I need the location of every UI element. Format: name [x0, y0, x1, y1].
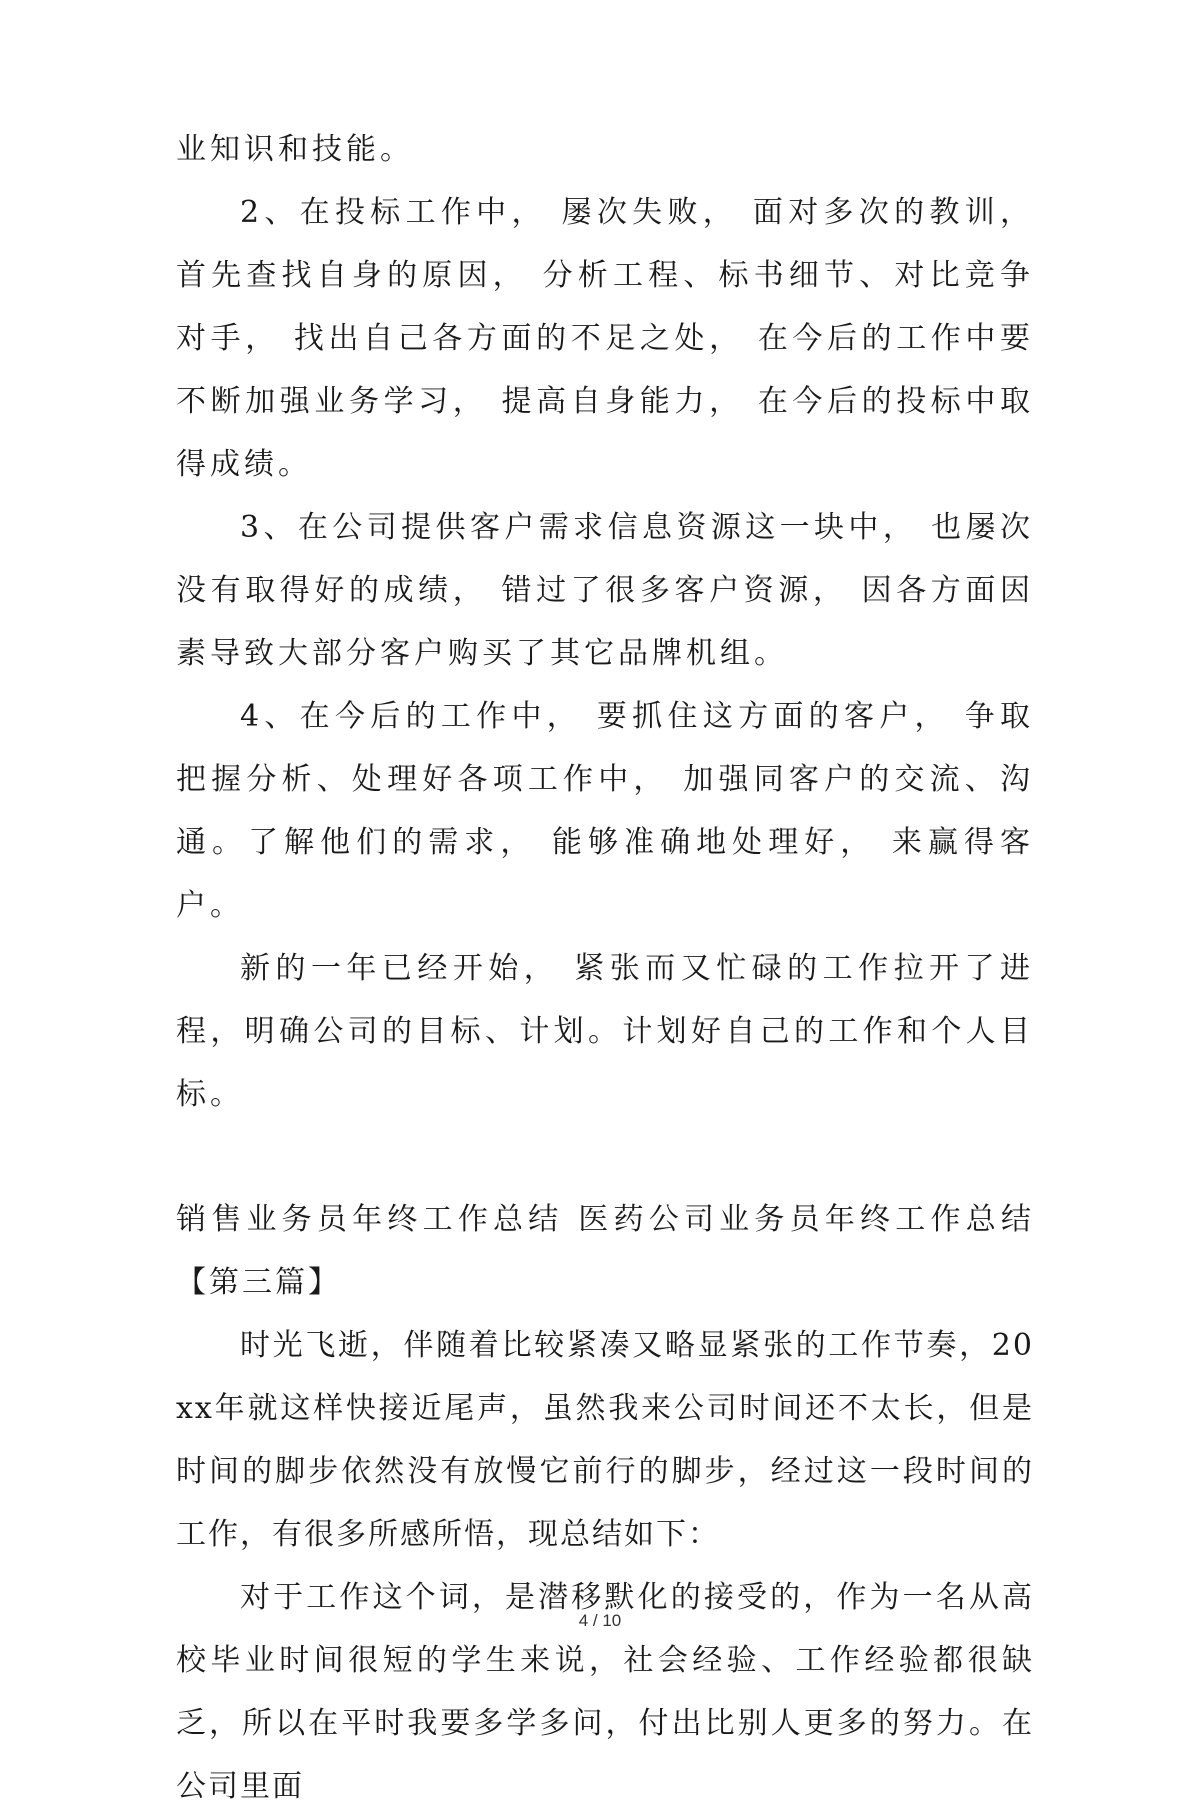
paragraph-work: 对于工作这个词，是潜移默化的接受的，作为一名从高校毕业时间很短的学生来说，社会经验、工作经验都很缺乏，所以在平时我要多学多问，付出比别人更多的努力。在公司里面	[176, 1580, 1034, 1804]
paragraph-continuation: 业知识和技能。	[176, 132, 414, 167]
paragraph-item-3: 3、在公司提供客户需求信息资源这一块中， 也屡次没有取得好的成绩， 错过了很多客户资源， 因各方面因素导致大部分客户购买了其它品牌机组。	[176, 510, 1034, 671]
section-heading: 销售业务员年终工作总结 医药公司业务员年终工作总结【第三篇】	[176, 1202, 1034, 1300]
page-number: 4 / 10	[578, 1611, 622, 1630]
paragraph-new-year: 新的一年已经开始， 紧张而又忙碌的工作拉开了进程，明确公司的目标、计划。计划好自己的工作和个人目标。	[176, 951, 1034, 1112]
paragraph-item-4: 4、在今后的工作中， 要抓住这方面的客户， 争取把握分析、处理好各项工作中， 加强同客户的交流、沟通。了解他们的需求， 能够准确地处理好， 来赢得客户。	[176, 699, 1034, 923]
paragraph-intro: 时光飞逝，伴随着比较紧凑又略显紧张的工作节奏，20xx年就这样快接近尾声，虽然我来公司时间还不太长，但是时间的脚步依然没有放慢它前行的脚步，经过这一段时间的工作，有很多所感所悟，现总结如下：	[176, 1328, 1034, 1552]
document-body	[176, 118, 1034, 1818]
paragraph-item-2: 2、在投标工作中， 屡次失败， 面对多次的教训， 首先查找自身的原因， 分析工程、标书细节、对比竞争对手， 找出自己各方面的不足之处， 在今后的工作中要不断加强业务学习， 提高自身能力， 在今后的投标中取得成绩。	[176, 195, 1034, 482]
